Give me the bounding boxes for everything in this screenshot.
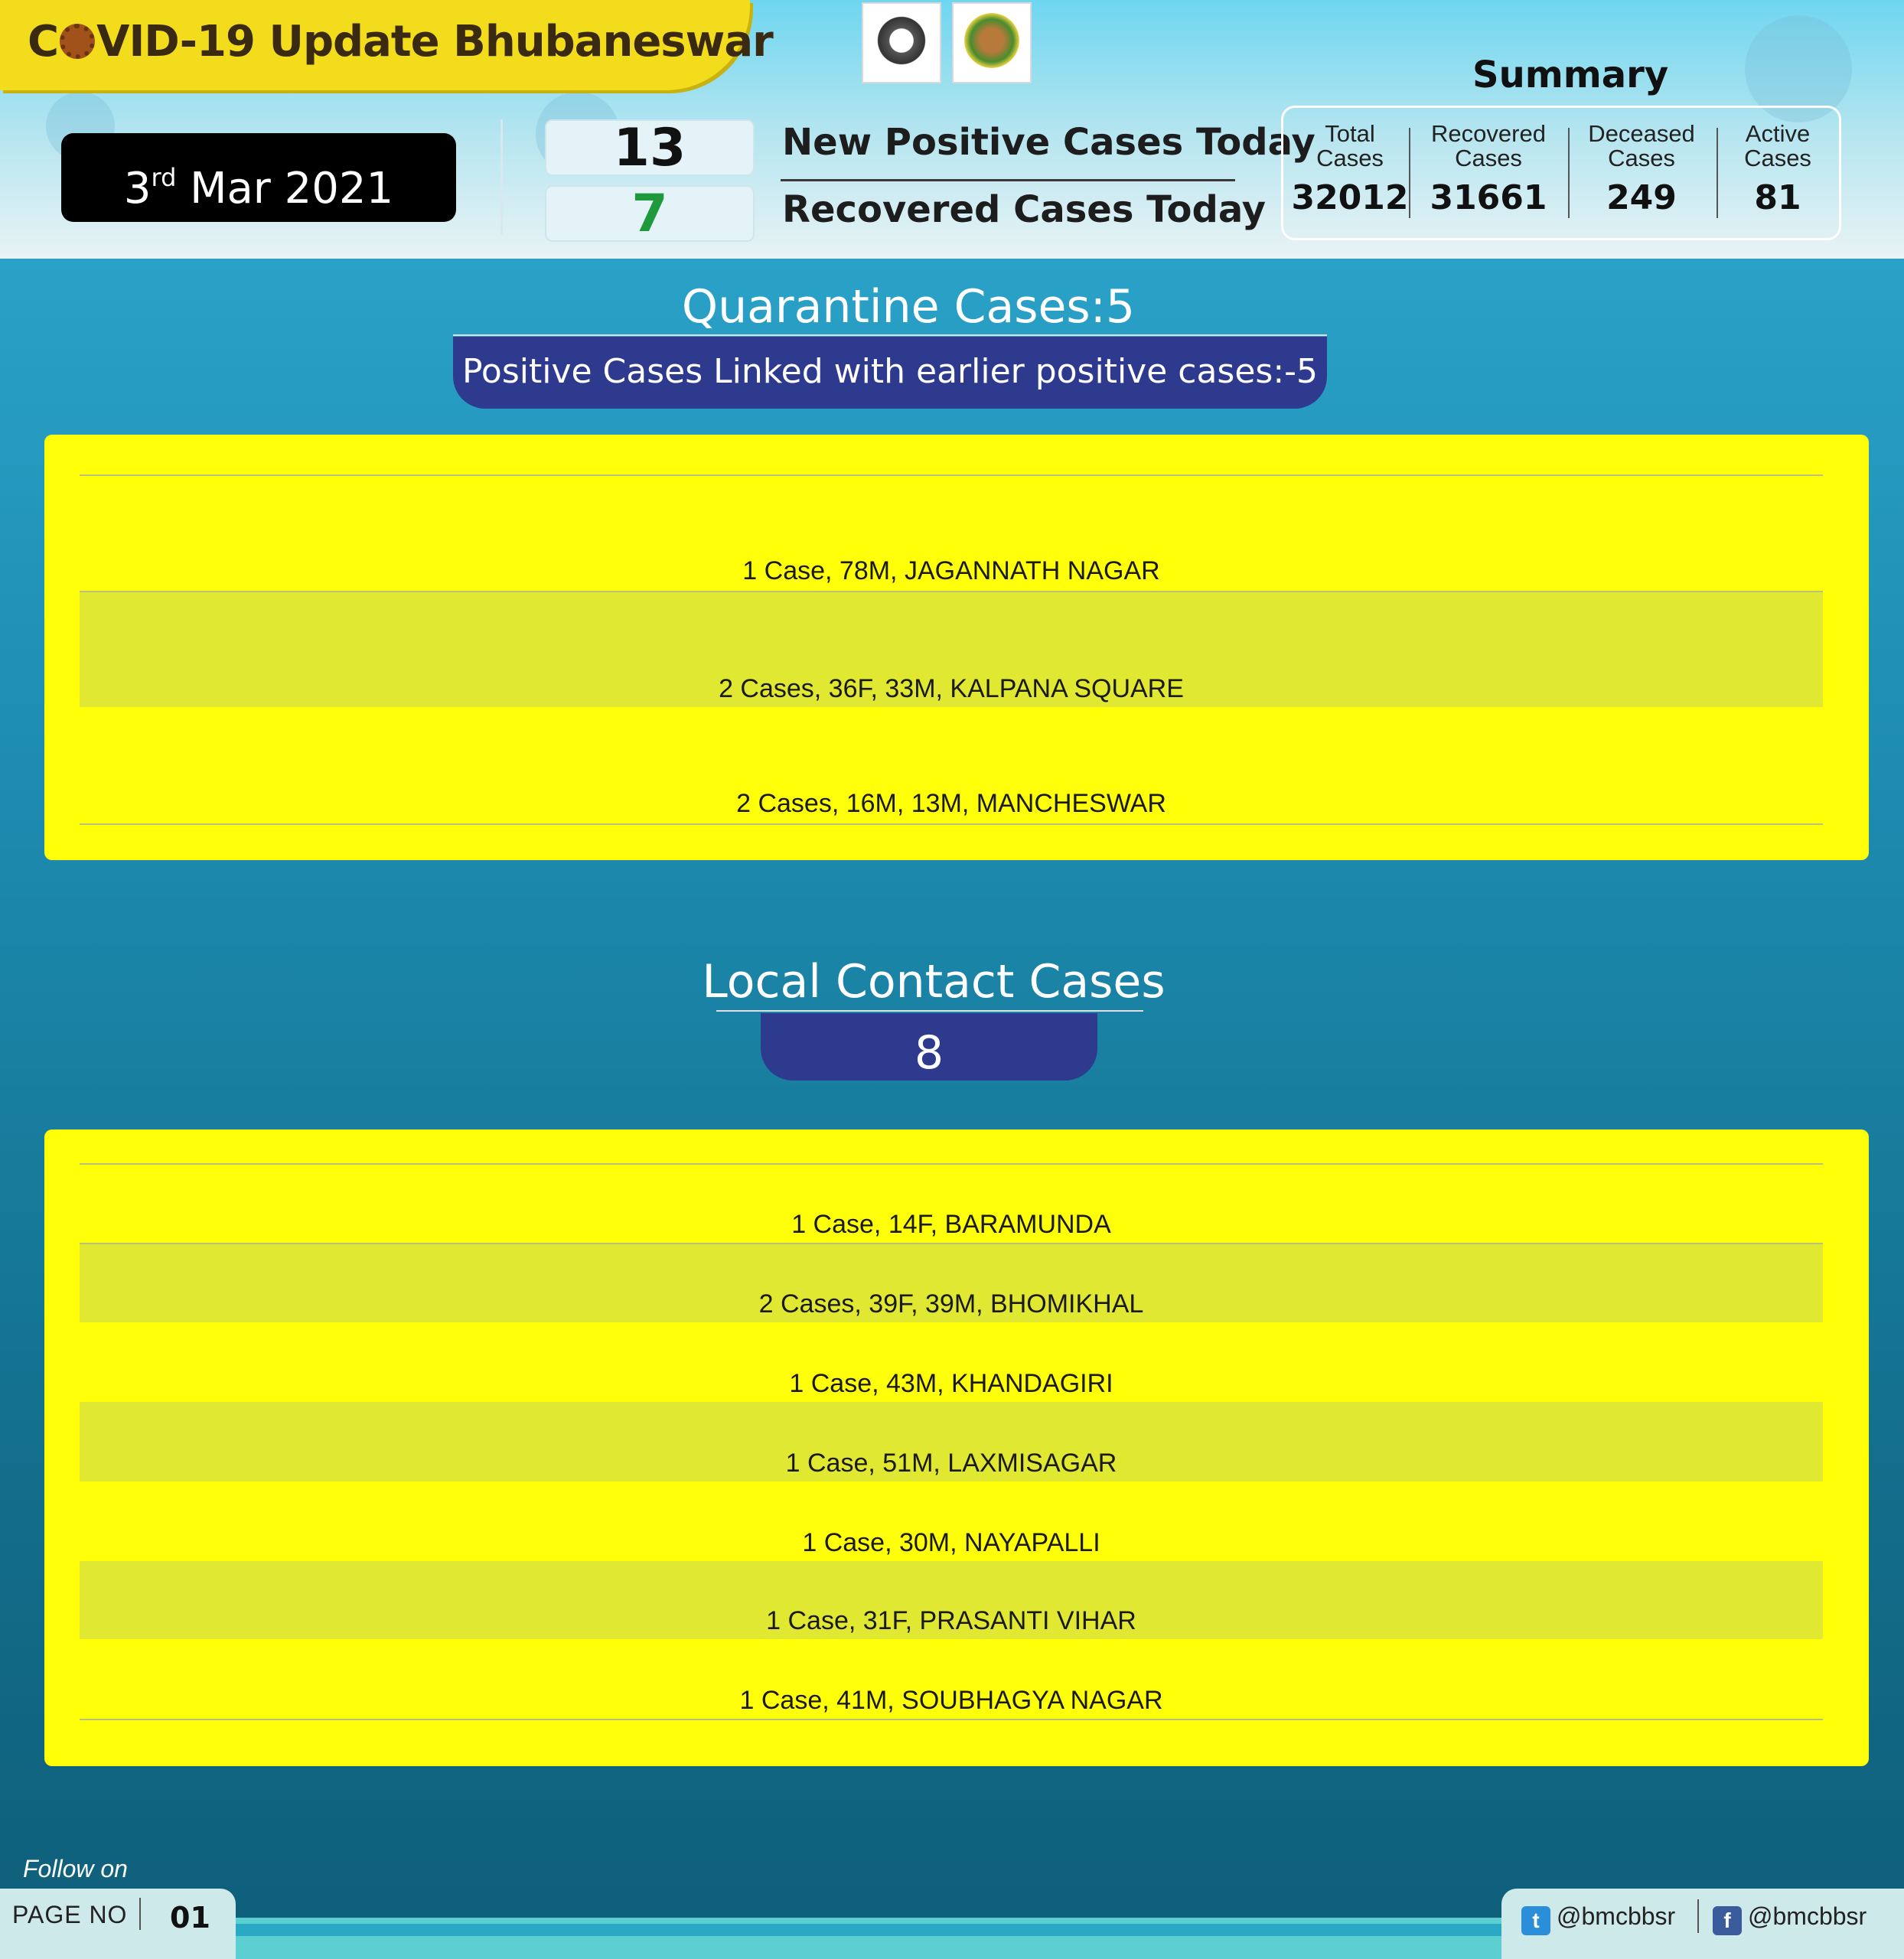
summary-title: Summary xyxy=(1472,54,1669,96)
local-contact-count: 8 xyxy=(761,1013,1097,1081)
list-item: 1 Case, 31F, PRASANTI VIHAR xyxy=(80,1561,1823,1639)
divider xyxy=(716,1010,1143,1012)
summary-total: Total Cases 32012 xyxy=(1291,120,1409,217)
quarantine-panel xyxy=(44,435,1869,860)
summary-box xyxy=(1281,106,1841,240)
summary-recovered: Recovered Cases 31661 xyxy=(1430,120,1547,217)
summary-active: Active Cases 81 xyxy=(1744,120,1811,217)
divider xyxy=(1697,1899,1699,1933)
list-item: 2 Cases, 16M, 13M, MANCHESWAR xyxy=(736,789,1166,818)
page-label: PAGE NO xyxy=(12,1901,128,1928)
list-item: 1 Case, 78M, JAGANNATH NAGAR xyxy=(742,556,1160,585)
list-item: 1 Case, 41M, SOUBHAGYA NAGAR xyxy=(739,1686,1163,1715)
new-positive-count: 13 xyxy=(545,119,755,176)
local-contact-panel xyxy=(44,1129,1869,1766)
recovered-today-label: Recovered Cases Today xyxy=(782,188,1267,231)
divider xyxy=(80,823,1823,825)
twitter-icon: t xyxy=(1521,1906,1550,1935)
quarantine-title: Quarantine Cases:5 xyxy=(681,280,1136,334)
quarantine-subtitle: Positive Cases Linked with earlier positive cases:-5 xyxy=(453,337,1327,409)
local-contact-title: Local Contact Cases xyxy=(702,955,1166,1009)
virus-o-icon xyxy=(60,24,95,59)
facebook-link[interactable]: f @bmcbbsr xyxy=(1713,1902,1867,1935)
divider xyxy=(80,1719,1823,1720)
list-item: 1 Case, 30M, NAYAPALLI xyxy=(802,1528,1100,1557)
list-item: 2 Cases, 36F, 33M, KALPANA SQUARE xyxy=(80,592,1823,707)
odisha-emblem-logo xyxy=(862,2,941,83)
footer-bar xyxy=(138,1924,1515,1936)
date-badge: 3rd Mar 2021 xyxy=(61,133,456,222)
list-item: 1 Case, 14F, BARAMUNDA xyxy=(791,1210,1111,1239)
title-band xyxy=(0,0,773,90)
divider xyxy=(500,119,503,234)
twitter-link[interactable]: t @bmcbbsr xyxy=(1521,1902,1675,1935)
page-title: C VID-19 Update Bhubaneswar xyxy=(28,17,773,67)
facebook-icon: f xyxy=(1713,1906,1742,1935)
header xyxy=(0,0,1904,259)
list-item: 2 Cases, 39F, 39M, BHOMIKHAL xyxy=(80,1244,1823,1322)
bmc-logo xyxy=(952,2,1032,83)
list-item: 1 Case, 43M, KHANDAGIRI xyxy=(789,1369,1113,1398)
page-number: 01 xyxy=(170,1901,210,1935)
divider xyxy=(781,179,1235,181)
summary-deceased: Deceased Cases 249 xyxy=(1588,120,1695,217)
divider xyxy=(453,334,1327,336)
recovered-today-count: 7 xyxy=(545,185,755,242)
divider xyxy=(139,1898,141,1930)
follow-label: Follow on xyxy=(23,1855,128,1882)
list-item: 1 Case, 51M, LAXMISAGAR xyxy=(80,1402,1823,1481)
new-positive-label: New Positive Cases Today xyxy=(782,121,1316,164)
